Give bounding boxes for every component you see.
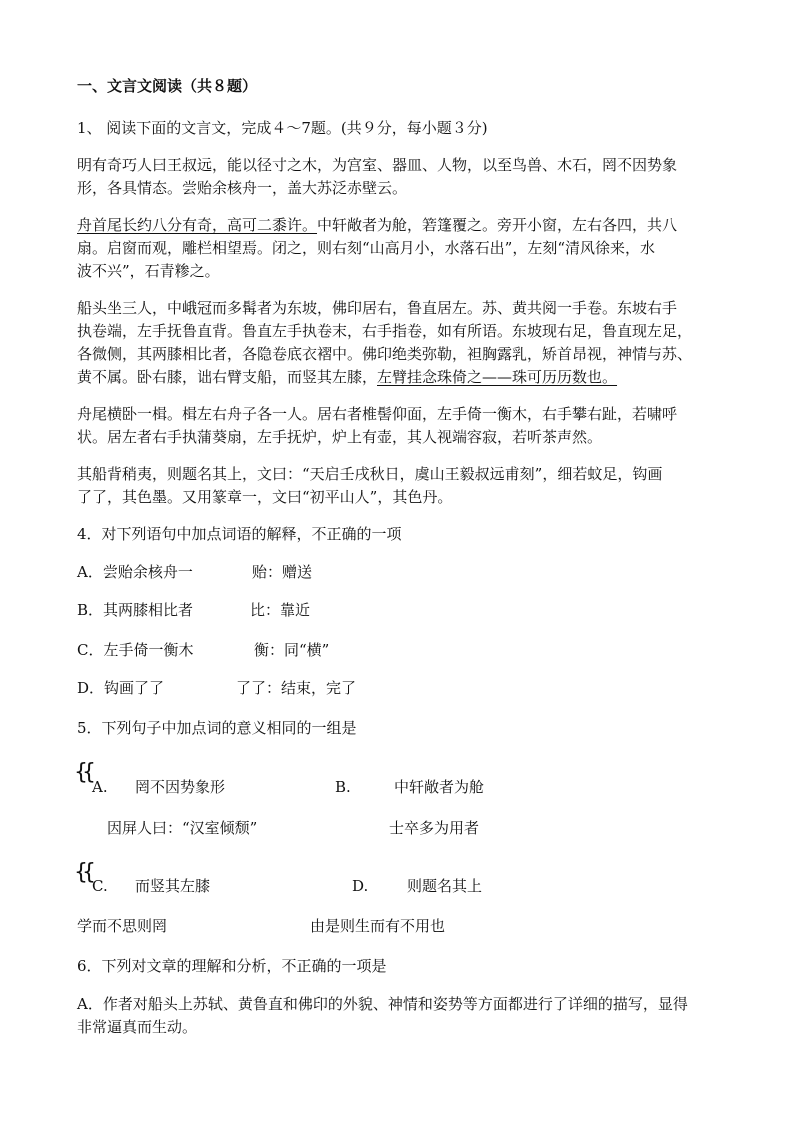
- q5-a-line2: 因屏人曰：“汉室倾颓”: [107, 819, 258, 837]
- passage-p1-line1: 明有奇巧人曰王叔远，能以径寸之木，为宫室、器皿、人物，以至鸟兽、木石，罔不因势象: [77, 156, 678, 174]
- passage-p4-line1: 舟尾横卧一楫。楫左右舟子各一人。居右者椎髻仰面，左手倚一衡木，右手攀右趾，若啸呼: [77, 405, 678, 423]
- passage-p5-line1: 其船背稍夷，则题名其上，文曰：“天启壬戌秋日，虞山王毅叔远甫刻”，细若蚊足，钩画: [77, 465, 663, 483]
- section-title: 一、文言文阅读（共８题）: [77, 77, 258, 95]
- question-intro: 1、 阅读下面的文言文，完成４～7题。(共９分，每小题３分): [77, 119, 488, 137]
- q4-option-a: A．尝贻余核舟一: [77, 563, 193, 581]
- underlined-sentence: 左臂挂念珠倚之——珠可历历数也。: [377, 368, 618, 386]
- passage-p3-line2: 执卷端，左手抚鲁直背。鲁直左手执卷末，右手指卷，如有所语。东坡现右足，鲁直现左足，: [77, 322, 693, 340]
- q5-a-line1: 罔不因势象形: [135, 778, 226, 796]
- passage-p3-line1: 船头坐三人，中峨冠而多髯者为东坡，佛印居右，鲁直居左。苏、黄共阅一手卷。东坡右手: [77, 299, 678, 317]
- passage-p4-line2: 状。居左者右手执蒲葵扇，左手抚炉，炉上有壶，其人视端容寂，若听茶声然。: [77, 428, 603, 446]
- passage-p3-line3: 各微侧，其两膝相比者，各隐卷底衣褶中。佛印绝类弥勒，袒胸露乳，矫首昂视，神情与苏、: [77, 345, 693, 363]
- passage-p2-line2: 扇。启窗而观，雕栏相望焉。闭之，则右刻“山高月小，水落石出”，左刻“清风徐来，水: [77, 239, 656, 257]
- brace-symbol: {{: [74, 860, 90, 885]
- passage-p5-line2: 了了，其色墨。又用篆章一，文曰“初平山人”，其色丹。: [77, 488, 453, 506]
- q5-d-line1: 则题名其上: [407, 877, 483, 895]
- q5-b-line1: 中轩敞者为舱: [394, 778, 485, 796]
- underlined-sentence: 舟首尾长约八分有奇，高可二黍许。: [77, 216, 318, 234]
- q6-stem: 6．下列对文章的理解和分析，不正确的一项是: [77, 957, 387, 975]
- q5-d-line2: 由是则生而有不用也: [310, 917, 446, 935]
- passage-p3-line4: 黄不属。卧右膝，诎右臂支船，而竖其左膝，左臂挂念珠倚之——珠可历历数也。: [77, 368, 618, 386]
- brace-symbol: {{: [74, 760, 90, 785]
- q5-c-line2: 学而不思则罔: [77, 917, 168, 935]
- q4-option-d-gloss: 了了：结束，完了: [236, 679, 357, 697]
- q5-a-label: A.: [92, 778, 108, 796]
- q4-option-b-gloss: 比：靠近: [250, 601, 311, 619]
- q4-option-c: C．左手倚一衡木: [77, 641, 194, 659]
- q4-option-a-gloss: 贻：赠送: [252, 563, 313, 581]
- q4-option-b: B．其两膝相比者: [77, 601, 194, 619]
- q5-b-label: B.: [335, 778, 351, 796]
- q5-c-label: C.: [92, 877, 108, 895]
- q5-c-line1: 而竖其左膝: [135, 877, 211, 895]
- q4-stem: 4．对下列语句中加点词语的解释，不正确的一项: [77, 525, 402, 543]
- q5-d-label: D.: [352, 877, 369, 895]
- passage-p2-line3: 波不兴”，石青糁之。: [77, 262, 220, 280]
- passage-p2-line1: 舟首尾长约八分有奇，高可二黍许。中轩敞者为舱，箬篷覆之。旁开小窗，左右各四，共八: [77, 216, 678, 234]
- q6-option-a-line1: A．作者对船头上苏轼、黄鲁直和佛印的外貌、神情和姿势等方面都进行了详细的描写，显得: [77, 995, 688, 1013]
- q6-option-a-line2: 非常逼真而生动。: [77, 1018, 198, 1036]
- q5-stem: 5．下列句子中加点词的意义相同的一组是: [77, 719, 357, 737]
- q5-b-line2: 士卒多为用者: [389, 819, 480, 837]
- q4-option-d: D．钩画了了: [77, 679, 165, 697]
- q4-option-c-gloss: 衡：同“横”: [254, 641, 330, 659]
- passage-p1-line2: 形，各具情态。尝贻余核舟一，盖大苏泛赤壁云。: [77, 179, 408, 197]
